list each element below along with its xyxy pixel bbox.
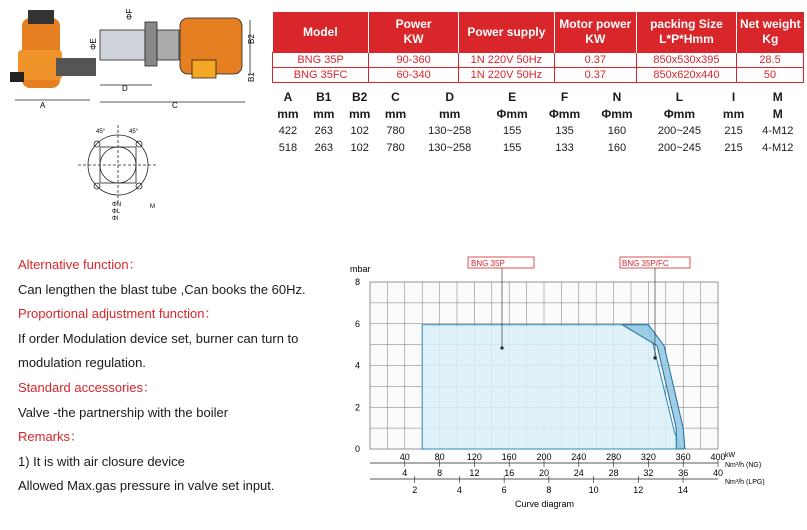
note-heading: Remarks： [18,429,84,445]
spec-header-text: packing Size L*P*Hmm [650,17,723,46]
y-tick-label: 0 [354,444,360,454]
dim-cell: 155 [502,124,522,137]
dim-unit: Φmm [548,106,581,121]
lpg-tick-label: 10 [588,485,599,495]
lpg-tick-label: 14 [678,485,689,495]
chart-title: Curve diagram [515,499,575,509]
x-axis-label: kW [725,452,736,459]
spec-cell: 50 [737,68,804,83]
dim-cell: 130~258 [428,124,472,137]
x-tick-label: 80 [434,452,445,462]
x-tick-label: 160 [501,452,517,462]
b1-label: B1 [247,72,256,82]
ng-axis-label: Nm³/h (NG) [725,462,762,469]
ng-tick-label: 4 [402,468,408,478]
spec-header-cell [636,12,736,53]
burner-drawings [0,0,270,230]
burner-photo [10,10,96,88]
note-heading: Alternative function： [18,257,142,272]
dim-letter: D [445,89,455,104]
spec-cell: 28.5 [737,53,804,68]
spec-cell: BNG 35FC [273,68,369,83]
ng-tick-label: 40 [712,468,724,478]
phi-n-label: ΦN [112,202,122,208]
spec-header-text: Net weight Kg [739,17,801,46]
legend-bng35pfc: BNG 35P/FC [622,259,669,268]
dim-letter: I [731,89,736,104]
y-tick-label: 2 [354,402,360,413]
dim-cell: 215 [724,124,743,137]
dim-cell: 135 [555,124,574,137]
dim-letter: M [772,89,783,104]
dim-letter: L [675,89,684,104]
dim-cell: 200~245 [657,141,701,154]
dim-letter: B2 [351,89,368,104]
y-tick-label: 6 [354,318,360,329]
ng-tick-label: 20 [538,468,550,478]
dim-cell: 160 [607,141,627,154]
c-label: C [172,101,178,110]
dim-unit: Φmm [601,106,633,121]
ng-tick-label: 28 [608,468,619,478]
dim-cell: 263 [314,124,333,137]
phi-f-label: ΦF [125,8,134,20]
dim-unit: Φmm [663,106,696,121]
y-tick-label: 4 [354,360,360,371]
dim-unit: mm [313,106,335,121]
x-tick-label: 120 [466,452,482,462]
dim-cell: 130~258 [428,141,472,154]
spec-header-cell [554,12,636,53]
lpg-tick-label: 12 [633,485,644,495]
note-heading: Standard accessories： [18,379,157,395]
dim-cell: 4-M12 [762,141,794,154]
dim-unit: mm [348,106,371,121]
lpg-tick-label: 6 [501,485,507,495]
spec-header-row [273,12,804,53]
spec-header-cell [369,12,459,53]
spec-cell: 850x620x440 [636,68,736,83]
y-tick-label: 8 [354,277,360,287]
legend-dot-bng35pfc [653,356,656,359]
dim-cell: 4-M12 [762,124,794,137]
dim-cell: 422 [278,124,298,137]
x-tick-label: 320 [640,452,656,462]
dim-cell: 780 [386,124,405,137]
x-tick-label: 40 [399,452,410,462]
spec-cell: 60-340 [369,68,459,83]
note-text: Allowed Max.gas pressure in valve set input. [18,478,275,494]
dim-cell: 155 [502,141,522,154]
spec-cell: 1N 220V 50Hz [459,53,555,68]
dim-letter: F [560,89,569,104]
m-label: M [150,204,155,210]
ng-tick-label: 12 [469,468,480,478]
note-text: Can lengthen the blast tube ,Can books the 60Hz. [18,281,306,297]
angle-label-1: 45° [96,129,106,135]
dimension-letters-row [270,88,804,105]
x-tick-label: 200 [536,452,552,462]
d-label: D [122,84,128,93]
spec-header-text: Motor power KW [559,17,632,46]
dim-letter: E [508,89,517,104]
lpg-tick-label: 2 [412,485,418,495]
spec-header-cell: Power supply [459,12,555,53]
dim-letter: B1 [316,89,332,104]
dim-cell: 518 [278,141,298,154]
x-tick-label: 280 [606,452,622,462]
note-text: 1) It is with air closure device [18,453,185,469]
curve-diagram-chart [340,250,807,530]
spec-header-text: Power KW [395,17,432,46]
spec-cell: BNG 35P [273,53,369,68]
dim-cell: 133 [555,141,574,154]
dim-cell: 102 [350,141,369,154]
dim-letter: A [283,89,293,104]
notes-section [18,253,348,499]
dimension-table [270,88,804,156]
spec-row [273,53,804,68]
dim-unit: mm [439,106,461,121]
dim-cell: 263 [314,141,333,154]
note-text: modulation regulation. [18,355,146,371]
lpg-tick-label: 8 [546,485,552,495]
spec-cell: 850x530x395 [636,53,736,68]
x-tick-label: 240 [571,452,587,462]
dim-cell: 160 [607,124,627,137]
spec-cell: 0.37 [554,53,636,68]
a-label: A [40,101,46,110]
ng-tick-label: 32 [643,468,654,478]
spec-cell: 0.37 [554,68,636,83]
b2-label: B2 [247,34,256,44]
spec-table [272,12,804,83]
y-axis-label: mbar [350,264,371,274]
x-tick-label: 360 [675,452,691,462]
spec-cell: 1N 220V 50Hz [459,68,555,83]
angle-label-2: 45° [129,129,139,135]
dimension-row [270,122,804,139]
dim-unit: mm [384,106,407,121]
note-heading: Proportional adjustment function： [18,306,218,322]
ng-tick-label: 24 [573,468,584,478]
dimension-row [270,139,804,156]
ng-tick-label: 36 [678,468,689,478]
legend-dot-bng35p [500,346,503,349]
spec-header-cell: Model [273,12,369,53]
note-text: Valve -the partnership with the boiler [18,404,229,420]
dim-unit: Φmm [496,106,528,121]
dim-unit: M [772,106,783,121]
legend-bng35p: BNG 35P [471,259,505,268]
dim-letter: N [612,89,622,104]
dim-letter: C [391,89,400,104]
dim-cell: 780 [386,141,405,154]
dimension-units-row [270,105,804,122]
series-group [422,325,685,449]
spec-header-cell [737,12,804,53]
lpg-tick-label: 4 [456,485,462,495]
flange-drawing [78,125,158,205]
ng-tick-label: 16 [504,468,515,478]
dim-unit: mm [722,106,745,121]
dim-unit: mm [277,106,299,121]
ng-tick-label: 8 [437,468,443,478]
phi-i-label: ΦI [112,216,119,222]
dim-cell: 102 [350,124,369,137]
dim-cell: 215 [724,141,743,154]
phi-e-label: ΦE [89,38,98,50]
series-area-0 [422,325,681,449]
lpg-axis-label: Nm³/h (LPG) [725,479,765,486]
spec-row [273,68,804,83]
spec-cell: 90-360 [369,53,459,68]
dim-cell: 200~245 [657,124,701,137]
phi-l-label: ΦL [112,209,121,215]
x-tick-label: 400 [710,452,726,462]
note-text: If order Modulation device set, burner can turn to [18,330,299,346]
